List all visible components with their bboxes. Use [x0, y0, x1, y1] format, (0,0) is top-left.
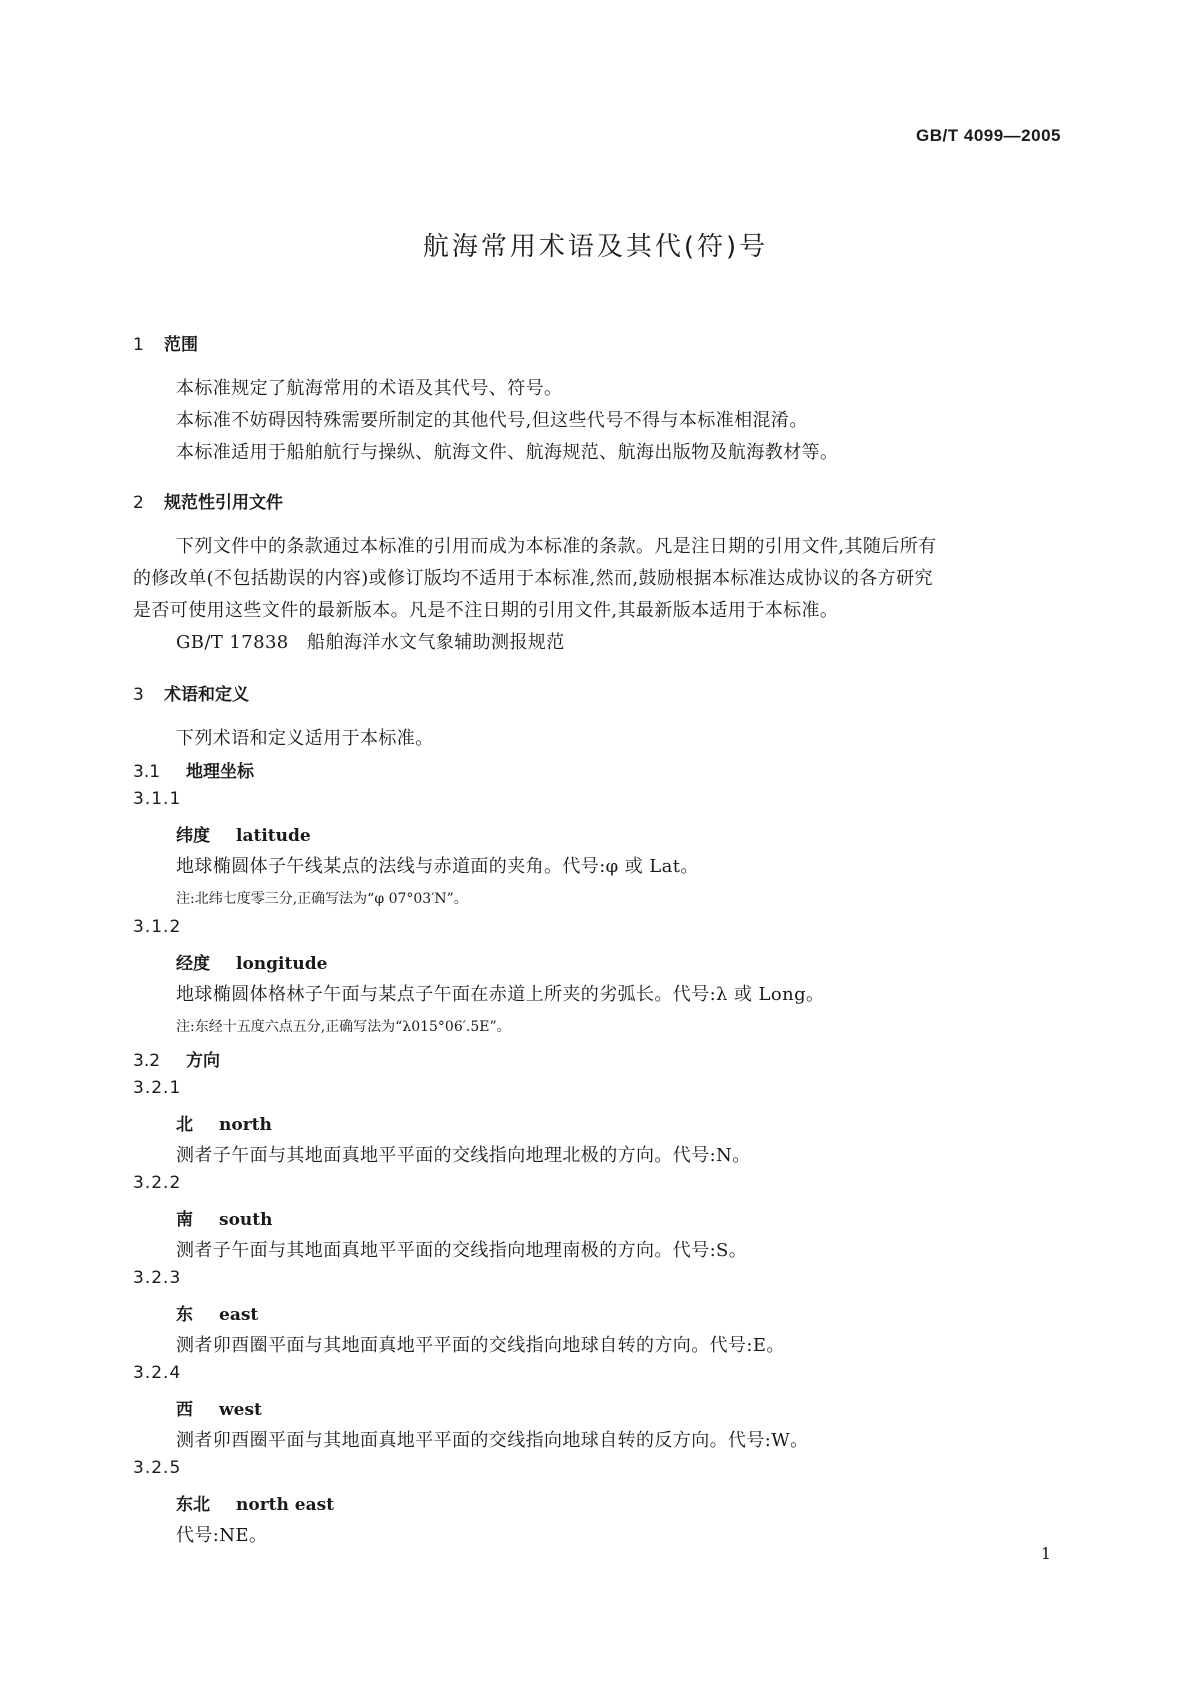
- clause-number: 3.1.1: [133, 789, 182, 809]
- references-line-3: 是否可使用这些文件的最新版本。凡是不注日期的引用文件,其最新版本适用于本标准。: [133, 600, 839, 621]
- term-en: north east: [236, 1495, 335, 1515]
- term-note: 注:东经十五度六点五分,正确写法为“λ015°06′.5E”。: [176, 1019, 511, 1035]
- term-north: [176, 1110, 272, 1135]
- term-definition: 代号:NE。: [176, 1525, 268, 1546]
- section-1-heading: [133, 330, 198, 355]
- term-en: north: [219, 1115, 272, 1135]
- term-zh: 经度: [176, 954, 210, 974]
- term-definition: 测者卯酉圈平面与其地面真地平平面的交线指向地球自转的方向。代号:E。: [176, 1335, 785, 1356]
- term-note: 注:北纬七度零三分,正确写法为“φ 07°03′N”。: [176, 891, 468, 907]
- clause-number: 3.2.2: [133, 1173, 182, 1193]
- terms-intro: 下列术语和定义适用于本标准。: [176, 728, 434, 749]
- section-3-2-heading: [133, 1046, 220, 1071]
- section-2-heading: [133, 488, 283, 513]
- clause-number: 3.2.4: [133, 1363, 182, 1383]
- scope-paragraph-1: 本标准规定了航海常用的术语及其代号、符号。: [176, 378, 563, 399]
- section-title: 规范性引用文件: [164, 493, 283, 513]
- scope-paragraph-3: 本标准适用于船舶航行与操纵、航海文件、航海规范、航海出版物及航海教材等。: [176, 442, 839, 463]
- term-definition: 地球椭圆体子午线某点的法线与赤道面的夹角。代号:φ 或 Lat。: [176, 856, 699, 877]
- section-number: 1: [133, 335, 144, 355]
- term-zh: 东: [176, 1305, 193, 1325]
- term-east: [176, 1300, 258, 1325]
- section-3-heading: [133, 680, 249, 705]
- term-west: [176, 1395, 262, 1420]
- clause-number: 3.2.1: [133, 1078, 182, 1098]
- term-zh: 西: [176, 1400, 193, 1420]
- term-zh: 南: [176, 1210, 193, 1230]
- section-3-1-heading: [133, 757, 254, 782]
- term-zh: 北: [176, 1115, 193, 1135]
- reference-gbt17838: GB/T 17838 船舶海洋水文气象辅助测报规范: [176, 632, 565, 653]
- references-line-1: 下列文件中的条款通过本标准的引用而成为本标准的条款。凡是注日期的引用文件,其随后所有: [176, 536, 937, 557]
- term-north-east: [176, 1490, 334, 1515]
- section-number: 3.2: [133, 1051, 161, 1071]
- document-title: 航海常用术语及其代(符)号: [422, 232, 769, 262]
- term-latitude: [176, 821, 311, 846]
- term-south: [176, 1205, 272, 1230]
- term-en: west: [219, 1400, 262, 1420]
- clause-number: 3.2.5: [133, 1458, 182, 1478]
- clause-number: 3.1.2: [133, 917, 182, 937]
- section-title: 方向: [186, 1051, 220, 1071]
- references-line-2: 的修改单(不包括勘误的内容)或修订版均不适用于本标准,然而,鼓励根据本标准达成协议的各方研究: [133, 568, 933, 589]
- term-en: south: [219, 1210, 273, 1230]
- clause-number: 3.2.3: [133, 1268, 182, 1288]
- page-number: 1: [1040, 1544, 1051, 1563]
- term-definition: 测者卯酉圈平面与其地面真地平平面的交线指向地球自转的反方向。代号:W。: [176, 1430, 809, 1451]
- section-title: 地理坐标: [186, 762, 254, 782]
- term-en: longitude: [236, 954, 328, 974]
- standard-code: GB/T 4099—2005: [916, 126, 1061, 145]
- term-en: latitude: [236, 826, 311, 846]
- section-title: 术语和定义: [164, 685, 249, 705]
- scope-paragraph-2: 本标准不妨碍因特殊需要所制定的其他代号,但这些代号不得与本标准相混淆。: [176, 410, 808, 431]
- term-definition: 测者子午面与其地面真地平平面的交线指向地理北极的方向。代号:N。: [176, 1145, 751, 1166]
- term-zh: 纬度: [176, 826, 210, 846]
- section-number: 3: [133, 685, 144, 705]
- term-en: east: [219, 1305, 259, 1325]
- term-definition: 地球椭圆体格林子午面与某点子午面在赤道上所夹的劣弧长。代号:λ 或 Long。: [176, 984, 825, 1005]
- term-definition: 测者子午面与其地面真地平平面的交线指向地理南极的方向。代号:S。: [176, 1240, 748, 1261]
- term-zh: 东北: [176, 1495, 210, 1515]
- section-number: 3.1: [133, 762, 161, 782]
- section-number: 2: [133, 493, 144, 513]
- term-longitude: [176, 949, 327, 974]
- section-title: 范围: [164, 335, 198, 355]
